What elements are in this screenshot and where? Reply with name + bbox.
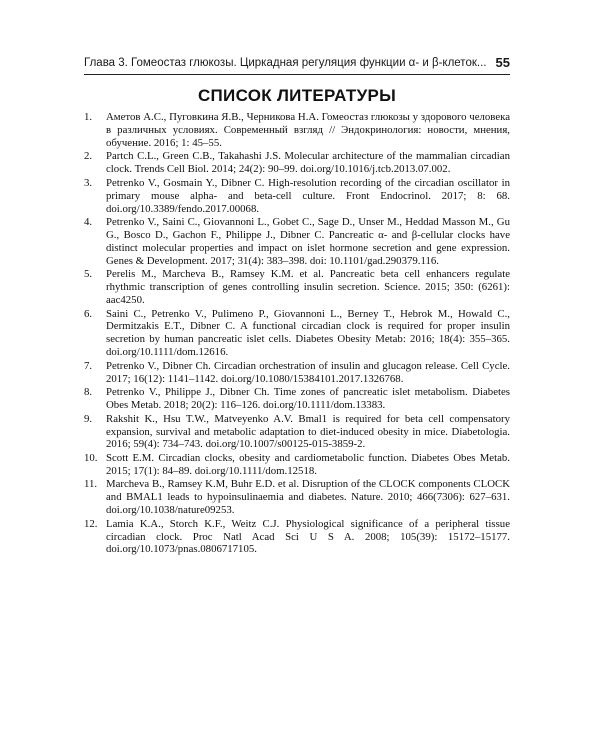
reference-text: Petrenko V., Dibner Ch. Circadian orchestration of insulin and glucagon release. Cell Cycle. 2017; 16(12): 1141–1142. doi.org/10.1080/15384101.2017.1326768. xyxy=(106,359,510,385)
reference-item xyxy=(84,177,510,216)
reference-text: Petrenko V., Gosmain Y., Dibner C. High-resolution recording of the circadian oscillator in primary mouse alpha- and beta-cell culture. Front Endocrinol. 2017; 8: 68. doi.org/10.3389/fendo.2017.00068. xyxy=(106,176,510,215)
reference-item xyxy=(84,150,510,176)
reference-item xyxy=(84,268,510,307)
reference-number: 10. xyxy=(84,451,98,464)
reference-number: 5. xyxy=(84,268,93,281)
running-head xyxy=(84,54,510,74)
reference-item xyxy=(84,386,510,412)
reference-number: 1. xyxy=(84,111,93,123)
reference-text: Petrenko V., Saini C., Giovannoni L., Gobet C., Sage D., Unser M., Heddad Masson M., Gu G., Bosco D., Gachon F., Philippe J., Dibner C. Pancreatic α- and β-cellular clocks have distinct molecular properties and impact on islet hormone secretion and gene expression. Genes & Development. 2017; 31(4): 383–398. doi: 10.1101/gad.290379.116. xyxy=(106,216,510,267)
reference-text: Partch C.L., Green C.B., Takahashi J.S. Molecular architecture of the mammalian circadian clock. Trends Cell Biol. 2014; 24(2): 90–99. doi.org/10.1016/j.tcb.2013.07.002. xyxy=(106,150,510,176)
reference-text: Perelis M., Marcheva B., Ramsey K.M. et al. Pancreatic beta cell enhancers regulate rhythmic transcription of genes controlling insulin secretion. Science. 2015; 350: (6261): aac4250. xyxy=(106,268,510,307)
reference-number: 9. xyxy=(84,412,93,425)
section-heading: СПИСОК ЛИТЕРАТУРЫ xyxy=(197,86,397,105)
reference-item xyxy=(84,518,510,557)
reference-list xyxy=(84,111,510,557)
reference-number: 3. xyxy=(84,176,93,189)
reference-item xyxy=(84,478,510,517)
reference-number: 7. xyxy=(84,359,93,372)
reference-number: 11. xyxy=(84,478,98,491)
reference-item xyxy=(84,111,510,150)
reference-number: 6. xyxy=(84,307,93,320)
reference-text: Аметов А.С., Пуговкина Я.В., Черникова Н.А. Гомеостаз глюкозы у здорового человека в различных условиях. Современный взгляд // Эндокринология: новости, мнения, обучение. 2016; 1: 45–55. xyxy=(106,111,510,149)
reference-text: Scott E.M. Circadian clocks, obesity and cardiometabolic function. Diabetes Obes Metab. 2015; 17(1): 84–89. doi.org/10.1111/dom.12518. xyxy=(106,451,510,477)
reference-number: 2. xyxy=(84,150,93,163)
reference-number: 12. xyxy=(84,517,98,530)
reference-item xyxy=(84,216,510,268)
reference-text: Lamia K.A., Storch K.F., Weitz C.J. Physiological significance of a peripheral tissue circadian clock. Proc Natl Acad Sci U S A. 2008; 105(39): 15172–15177. doi.org/10.1073/pnas.0806717105. xyxy=(106,517,510,556)
reference-text: Saini C., Petrenko V., Pulimeno P., Giovannoni L., Berney T., Hebrok M., Howald C., Dermitzakis E.T., Dibner C. A functional circadian clock is required for proper insulin secretion by human pancreatic islet cells. Diabetes Obesity Metab: 2016; 18(4): 355–365. doi.org/10.1111/dom.12616. xyxy=(106,307,510,359)
reference-item xyxy=(84,452,510,478)
header-rule xyxy=(84,74,510,75)
reference-text: Petrenko V., Philippe J., Dibner Ch. Time zones of pancreatic islet metabolism. Diabetes Obes Metab. 2018; 20(2): 116–126. doi.org/10.1111/dom.13383. xyxy=(106,386,510,412)
page-number: 55 xyxy=(495,55,510,70)
reference-text: Rakshit K., Hsu T.W., Matveyenko A.V. Bmal1 is required for beta cell compensatory expansion, survival and metabolic adaptation to diet-induced obesity in mice. Diabetologia. 2016; 59(4): 734–743. doi.org/10.1007/s00125-015-3859-2. xyxy=(106,412,510,451)
reference-item xyxy=(84,413,510,452)
running-title: Глава 3. Гомеостаз глюкозы. Циркадная регуляция функции α- и β-клеток... xyxy=(84,57,487,69)
reference-item xyxy=(84,308,510,360)
reference-item xyxy=(84,360,510,386)
reference-number: 4. xyxy=(84,216,93,229)
reference-text: Marcheva B., Ramsey K.M, Buhr E.D. et al. Disruption of the CLOCK components CLOCK and BMAL1 leads to hypoinsulinaemia and diabetes. Nature. 2010; 466(7306): 627–631. doi.org/10.1038/nature09253. xyxy=(106,478,510,517)
reference-number: 8. xyxy=(84,386,93,399)
